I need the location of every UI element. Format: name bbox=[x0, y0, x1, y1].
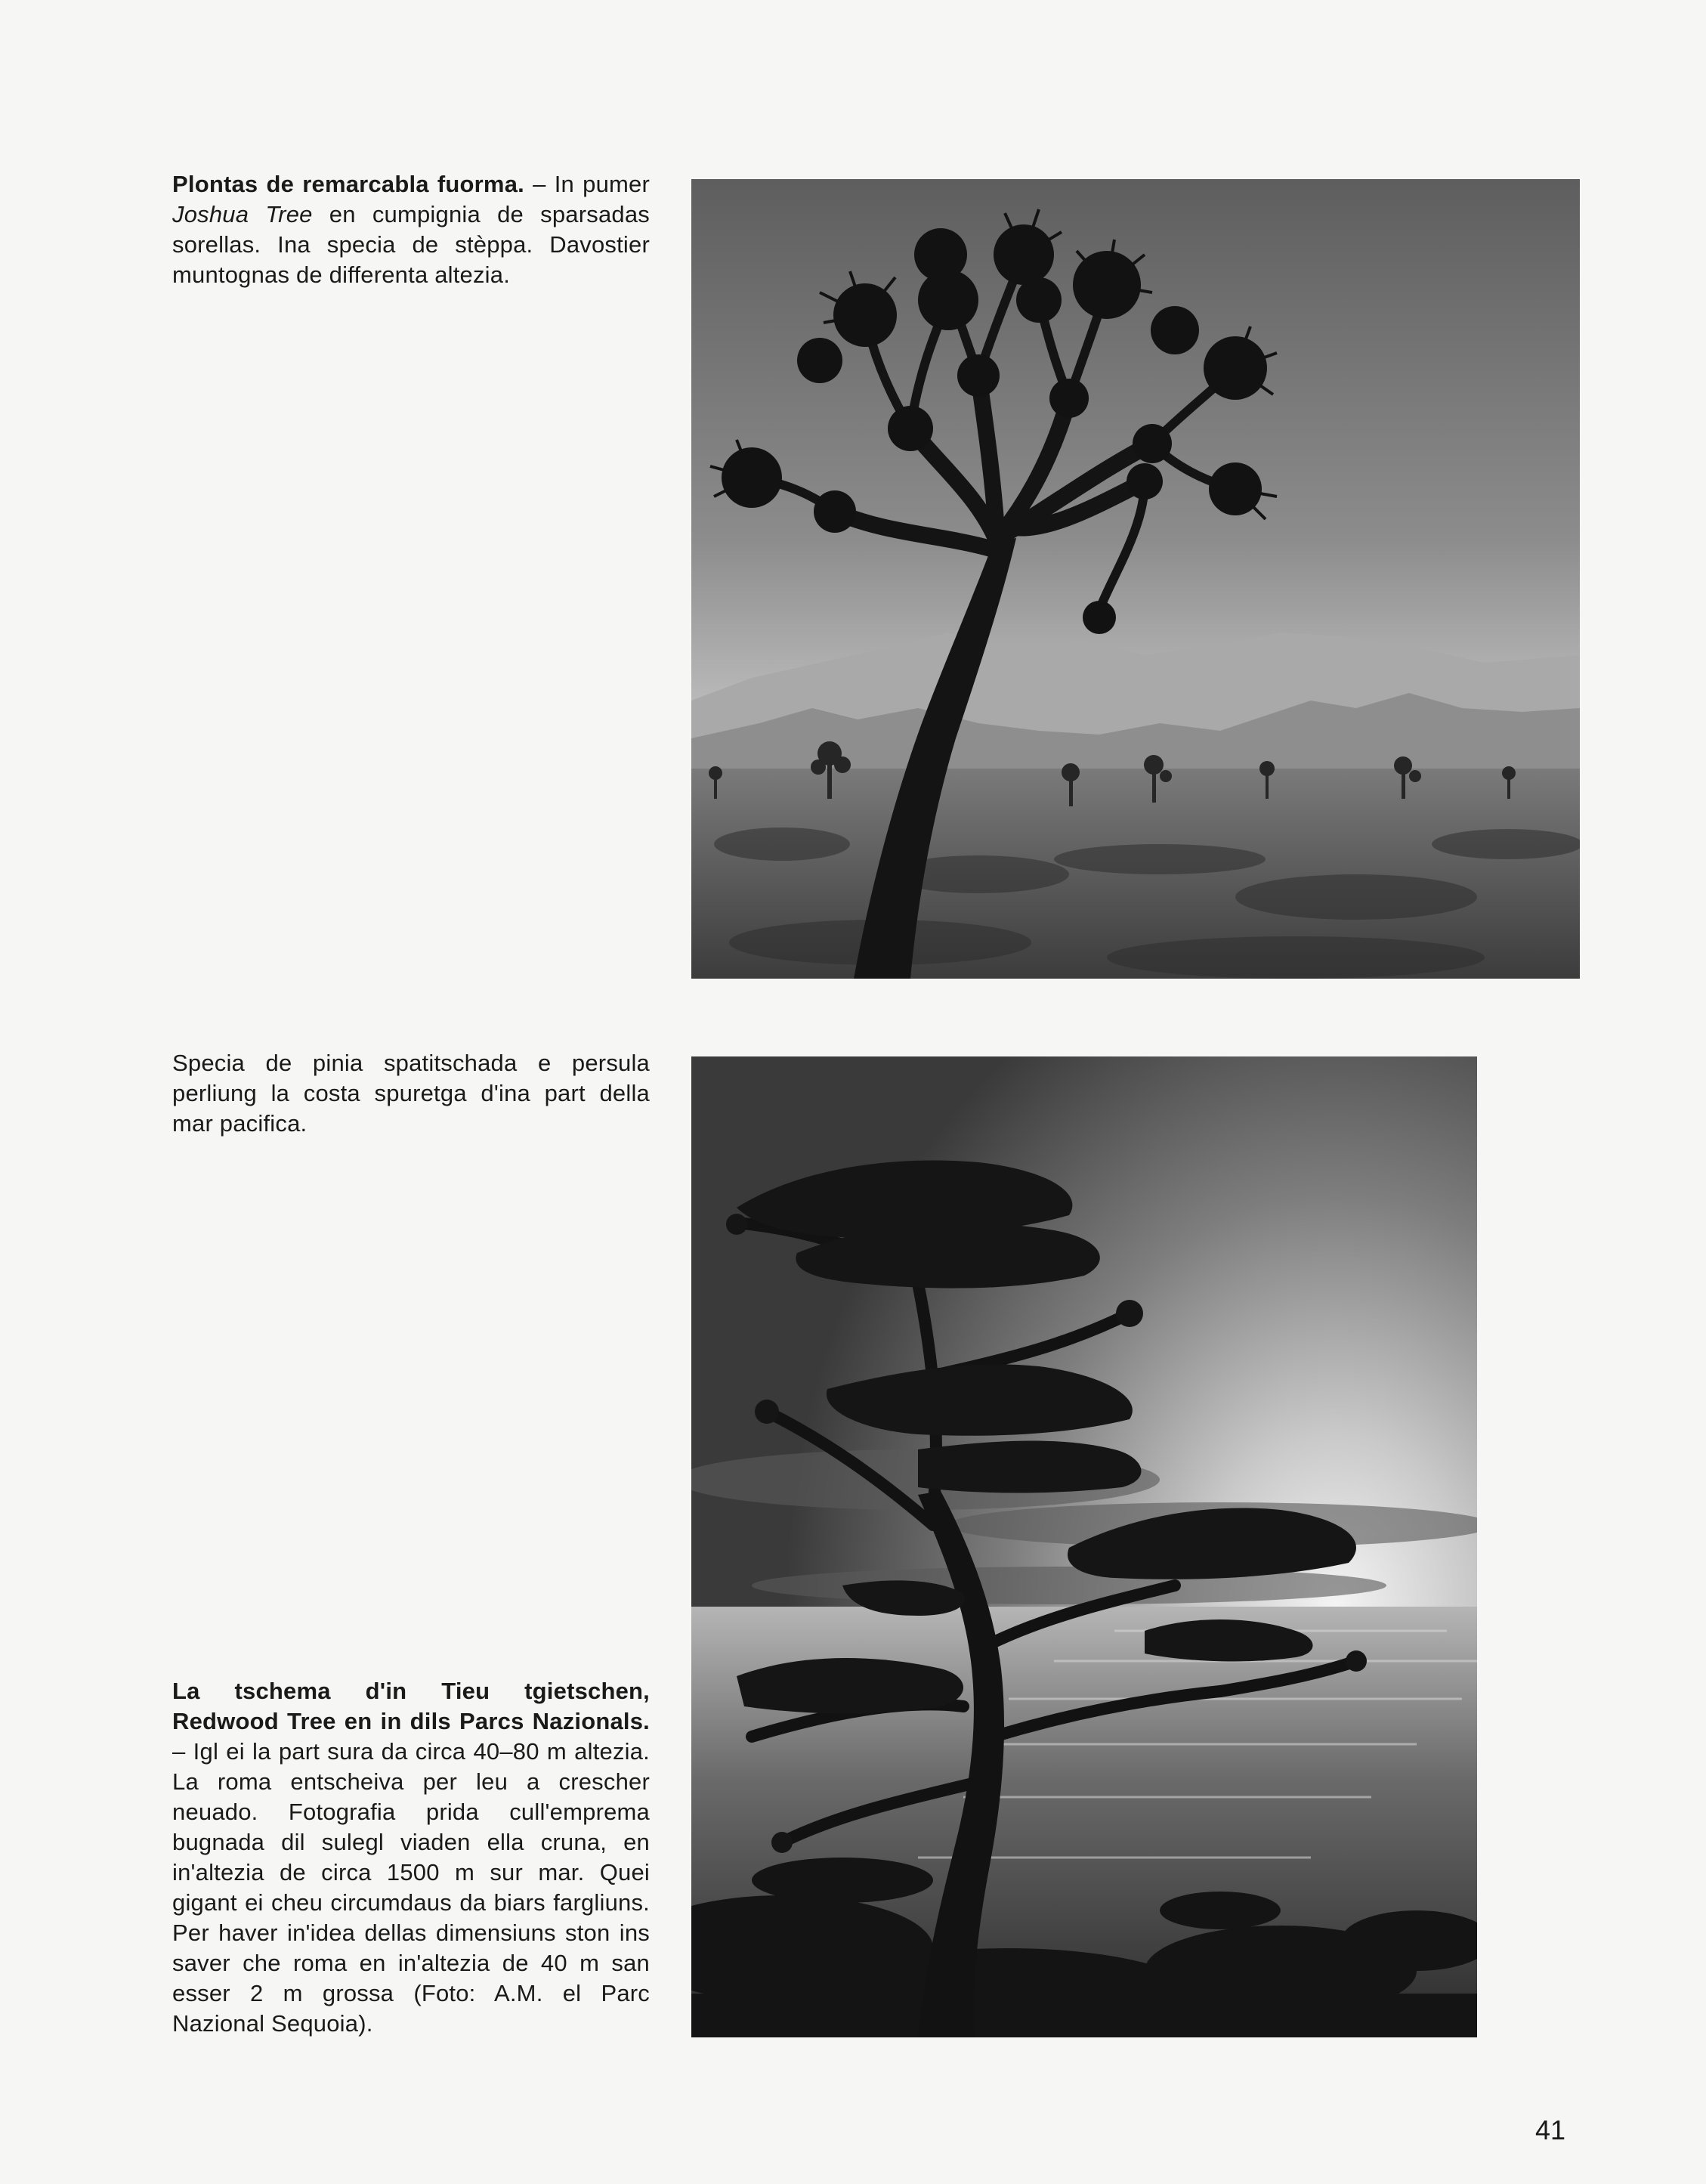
photo-coastal-cypress bbox=[691, 1056, 1477, 2037]
caption-pinia bbox=[172, 1048, 650, 1139]
page-number: 41 bbox=[1534, 2114, 1565, 2145]
caption-pinia-text: Specia de pinia spatitschada e persula perliung la costa spuretga d'ina part della mar pacifica. bbox=[172, 1050, 650, 1137]
caption-joshua-tree bbox=[172, 169, 650, 290]
caption-joshua-text-pre: – In pumer bbox=[524, 171, 650, 197]
caption-redwood-text: – Igl ei la part sura da circa 40–80 m altezia. La roma entscheiva per leu a crescher neuado. Fotografia prida cull'emprema bugnada dil sulegl viaden ella cruna, en in'altezia de circa 1500 m sur mar. Quei gigant ei cheu circumdaus da biars fargliuns. Per haver in'idea dellas dimensiuns ston ins saver che roma en in'altezia de 40 m san esser 2 m grossa (Foto: A.M. el Parc Nazional Sequoia). bbox=[172, 1738, 650, 2037]
caption-redwood-title: La tschema d'in Tieu tgietschen, Redwood Tree en in dils Parcs Nazionals. bbox=[172, 1678, 650, 1734]
caption-redwood bbox=[172, 1676, 650, 2039]
caption-joshua-text-post: en cumpignia de sparsadas sorellas. Ina specia de stèppa. Davostier muntognas de differenta altezia. bbox=[172, 201, 650, 288]
photo-joshua-tree bbox=[691, 179, 1580, 979]
caption-joshua-italic: Joshua Tree bbox=[172, 201, 313, 227]
caption-joshua-title: Plontas de remarcabla fuorma. bbox=[172, 171, 524, 197]
